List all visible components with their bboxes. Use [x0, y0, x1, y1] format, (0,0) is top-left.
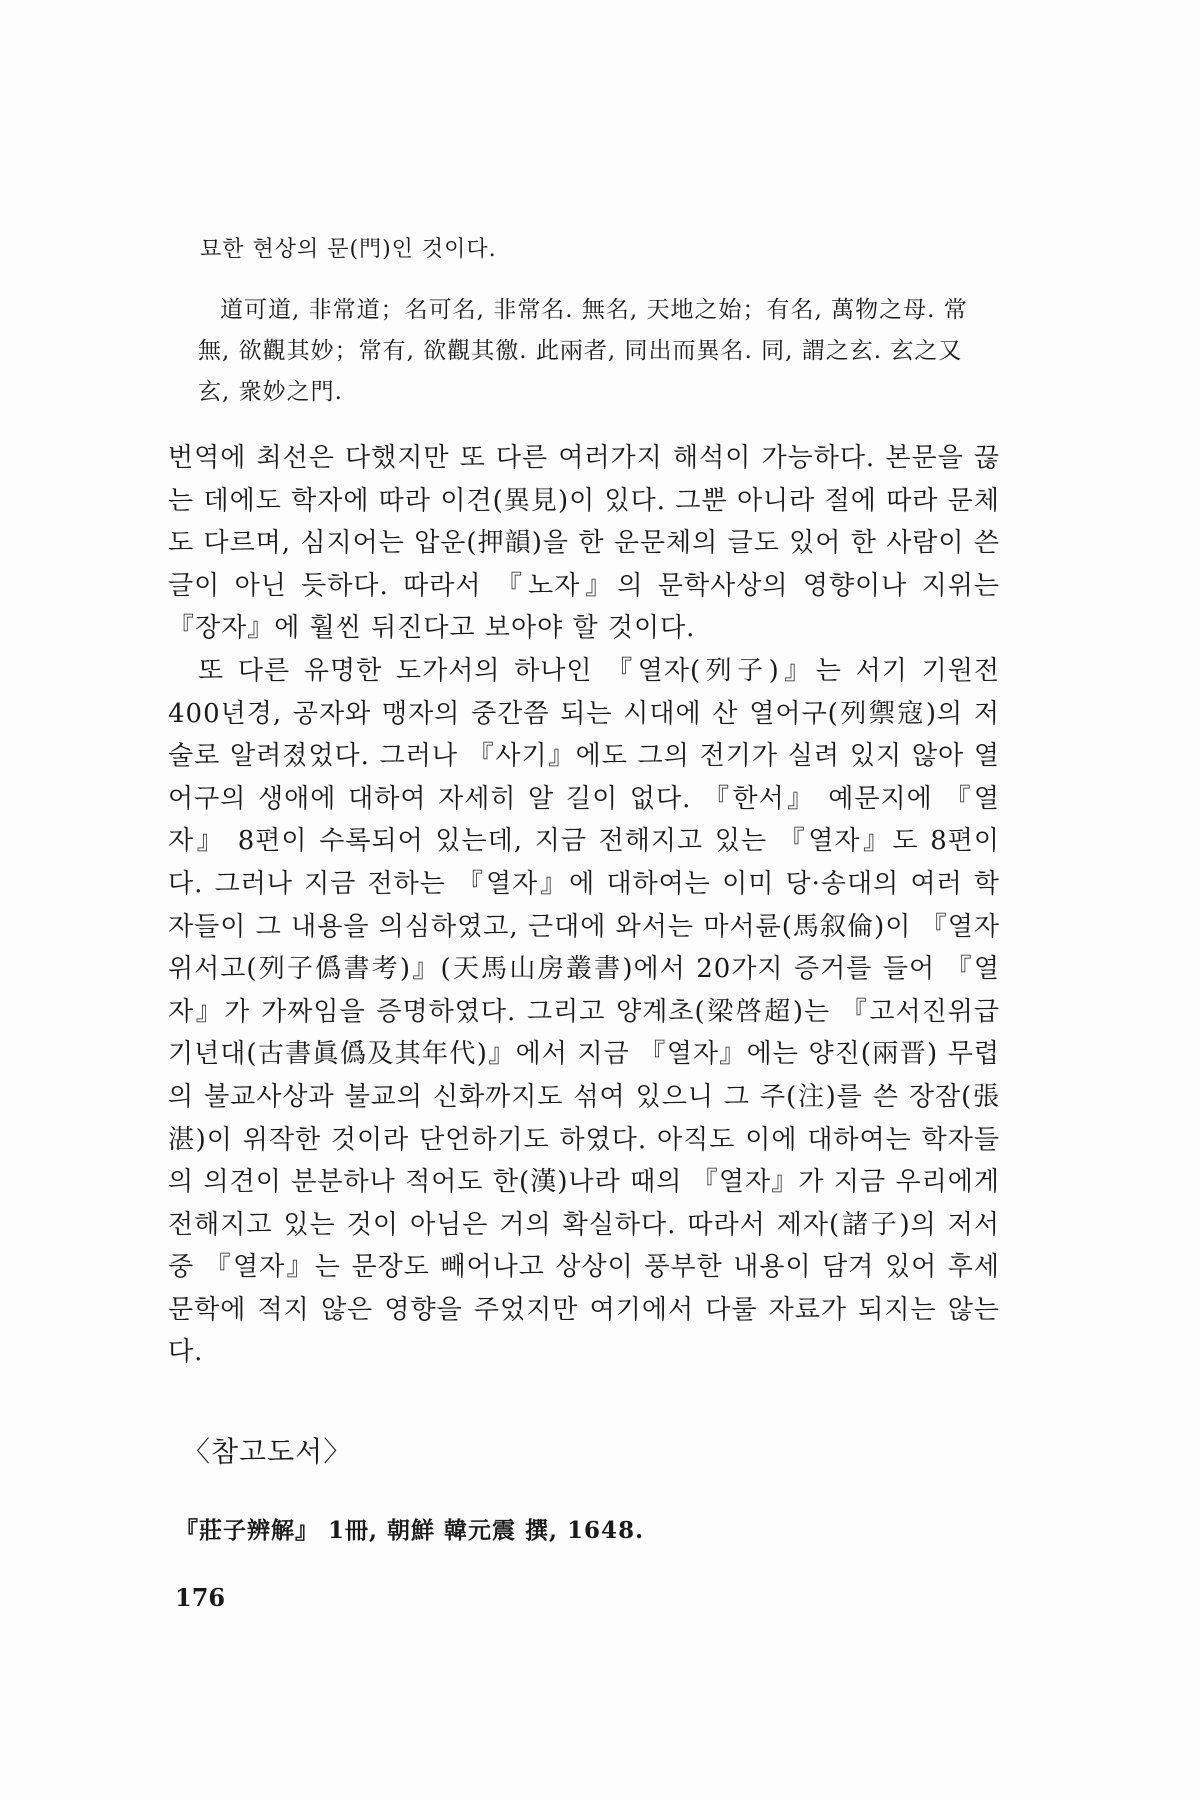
quotation-line: 無, 欲觀其妙；常有, 欲觀其徼. 此兩者, 同出而異名. 同, 謂之玄. 玄之又 — [198, 338, 963, 364]
continuation-line: 묘한 현상의 문(門)인 것이다. — [200, 237, 497, 262]
quotation-line: 道可道, 非常道；名可名, 非常名. 無名, 天地之始；有名, 萬物之母. 常 — [220, 297, 968, 323]
classical-quotation — [198, 290, 998, 413]
main-text — [168, 437, 1000, 1374]
quotation-line: 玄, 衆妙之門. — [198, 379, 343, 405]
page-number: 176 — [175, 1583, 226, 1612]
references-heading: 〈참고도서〉 — [182, 1435, 353, 1468]
reference-item: 『莊子辨解』 1冊, 朝鮮 韓元震 撰, 1648. — [175, 1517, 645, 1544]
paragraph: 또 다른 유명한 도가서의 하나인 『열자(列子)』는 서기 기원전 400년경, 공자와 맹자의 중간쯤 되는 시대에 산 열어구(列禦寇)의 저술로 알려졌었다. 그러나 『사기』에도 그의 전기가 실려 있지 않아 열어구의 생애에 대하여 자세히 알 길이 없다. 『한서』 예문지에 『열자』 8편이 수록되어 있는데, 지금 전해지고 있는 『열자』도 8편이다. 그러나 지금 전하는 『열자』에 대하여는 이미 당·송대의 여러 학자들이 그 내용을 의심하였고, 근대에 와서는 마서륜(馬叙倫)이 『열자위서고(列子僞書考)』(天馬山房叢書)에서 20가지 증거를 들어 『열자』가 가짜임을 증명하였다. 그리고 양계초(梁啓超)는 『고서진위급기년대(古書眞僞及其年代)』에서 지금 『열자』에는 양진(兩晋) 무렵의 불교사상과 불교의 신화까지도 섞여 있으니 그 주(注)를 쓴 장잠(張湛)이 위작한 것이라 단언하기도 하였다. 아직도 이에 대하여는 학자들의 의견이 분분하나 적어도 한(漢)나라 때의 『열자』가 지금 우리에게 전해지고 있는 것이 아님은 거의 확실하다. 따라서 제자(諸子)의 저서 중 『열자』는 문장도 빼어나고 상상이 풍부한 내용이 담겨 있어 후세 문학에 적지 않은 영향을 주었지만 여기에서 다룰 자료가 되지는 않는다. — [168, 655, 1000, 1368]
paragraph: 번역에 최선은 다했지만 또 다른 여러가지 해석이 가능하다. 본문을 끊는 데에도 학자에 따라 이견(異見)이 있다. 그뿐 아니라 절에 따라 문체도 다르며, 심지어는 압운(押韻)을 한 운문체의 글도 있어 한 사람이 쓴 글이 아닌 듯하다. 따라서 『노자』의 문학사상의 영향이나 지위는 『장자』에 훨씬 뒤진다고 보아야 할 것이다. — [168, 443, 1000, 644]
